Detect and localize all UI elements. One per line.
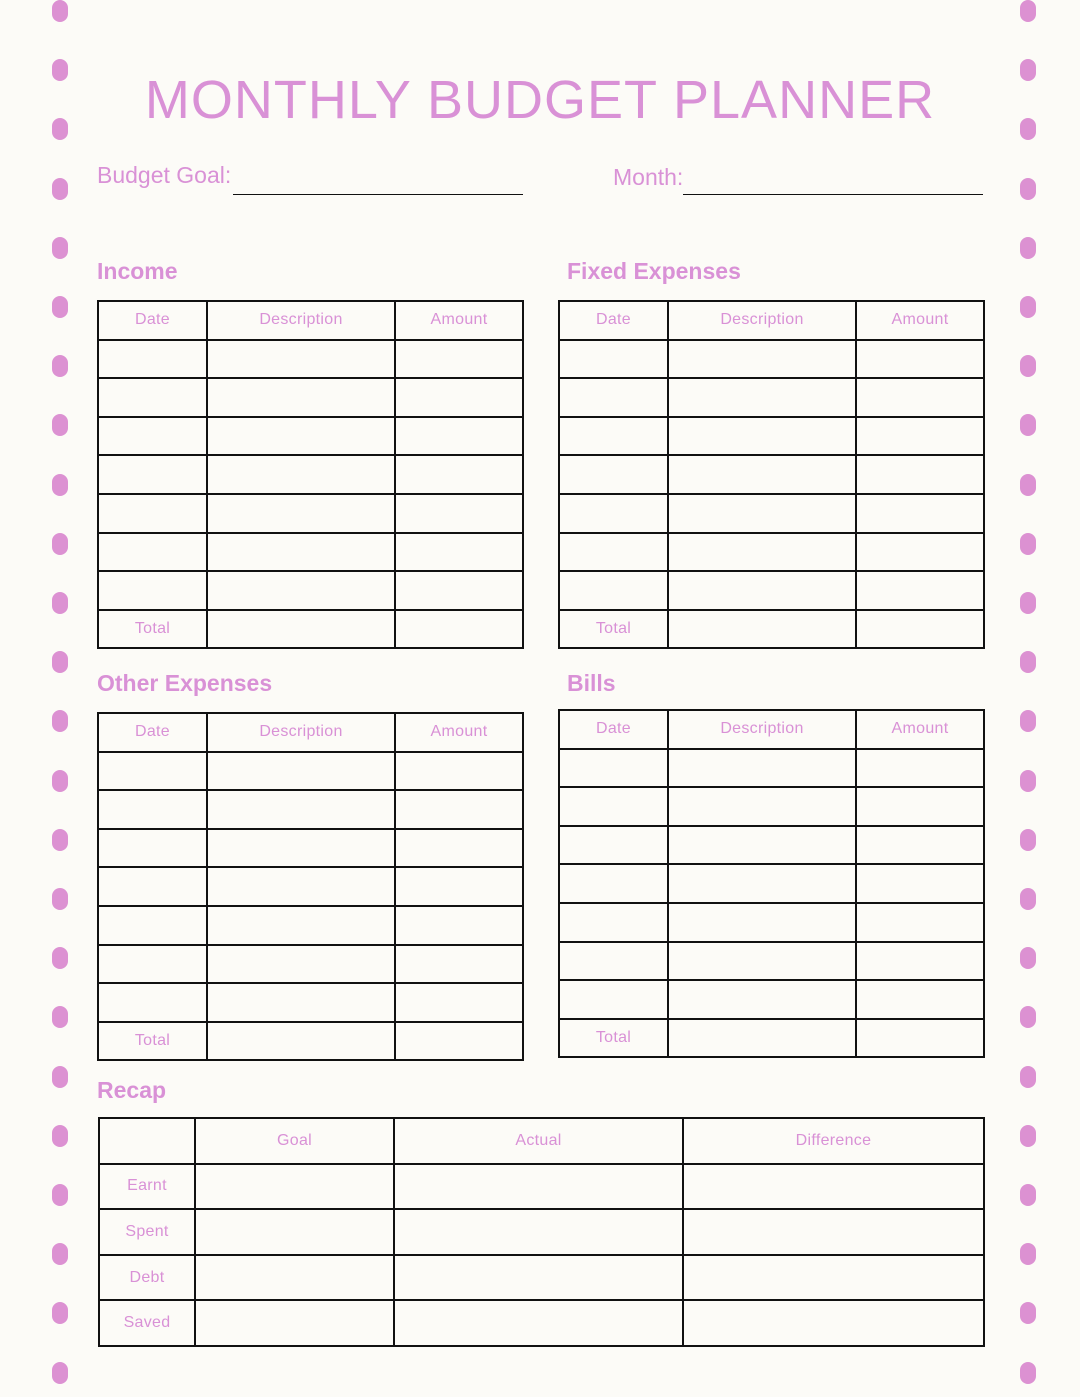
binder-hole <box>52 1362 68 1384</box>
recap-difference-cell[interactable] <box>683 1209 984 1255</box>
entry-cell[interactable] <box>98 867 207 906</box>
recap-row-label: Debt <box>99 1255 195 1301</box>
entry-cell[interactable] <box>668 864 856 903</box>
budget-goal-label: Budget Goal: <box>97 162 232 188</box>
binder-hole <box>1020 237 1036 259</box>
column-header-amount: Amount <box>856 710 984 749</box>
recap-goal-cell[interactable] <box>195 1209 394 1255</box>
recap-goal-cell[interactable] <box>195 1300 394 1346</box>
binder-holes-left <box>52 0 68 1397</box>
table-row <box>559 942 984 981</box>
binder-hole <box>1020 1066 1036 1088</box>
entry-cell[interactable] <box>395 752 523 791</box>
entry-cell[interactable] <box>98 945 207 984</box>
entry-cell[interactable] <box>559 494 668 533</box>
binder-hole <box>1020 474 1036 496</box>
bills-title: Bills <box>567 670 616 696</box>
total-description-cell[interactable] <box>668 610 856 649</box>
table-row <box>98 945 523 984</box>
entry-cell[interactable] <box>668 455 856 494</box>
table-row <box>559 826 984 865</box>
binder-hole <box>52 237 68 259</box>
total-amount-cell[interactable] <box>395 1022 523 1061</box>
column-header-blank <box>99 1118 195 1164</box>
column-header-actual: Actual <box>394 1118 683 1164</box>
entry-cell[interactable] <box>98 790 207 829</box>
table-row <box>98 829 523 868</box>
entry-cell[interactable] <box>856 340 984 379</box>
entry-cell[interactable] <box>98 378 207 417</box>
entry-cell[interactable] <box>207 752 395 791</box>
table-row <box>559 980 984 1019</box>
header-row <box>99 1118 984 1164</box>
total-row <box>559 610 984 649</box>
binder-hole <box>52 1066 68 1088</box>
entry-cell[interactable] <box>207 455 395 494</box>
entry-cell[interactable] <box>207 378 395 417</box>
entry-cell[interactable] <box>395 533 523 572</box>
entry-cell[interactable] <box>856 417 984 456</box>
total-row <box>559 1019 984 1058</box>
entry-cell[interactable] <box>207 983 395 1022</box>
recap-row <box>99 1300 984 1346</box>
recap-difference-cell[interactable] <box>683 1300 984 1346</box>
entry-cell[interactable] <box>856 942 984 981</box>
entry-cell[interactable] <box>856 455 984 494</box>
recap-actual-cell[interactable] <box>394 1164 683 1210</box>
binder-hole <box>52 0 68 22</box>
entry-cell[interactable] <box>207 829 395 868</box>
entry-cell[interactable] <box>207 945 395 984</box>
entry-cell[interactable] <box>559 455 668 494</box>
column-header-difference: Difference <box>683 1118 984 1164</box>
entry-cell[interactable] <box>395 455 523 494</box>
binder-hole <box>52 1302 68 1324</box>
month-field[interactable] <box>683 194 983 195</box>
entry-cell[interactable] <box>207 533 395 572</box>
entry-cell[interactable] <box>207 417 395 456</box>
entry-cell[interactable] <box>668 980 856 1019</box>
recap-row <box>99 1255 984 1301</box>
entry-cell[interactable] <box>559 340 668 379</box>
binder-hole <box>1020 1362 1036 1384</box>
entry-cell[interactable] <box>668 533 856 572</box>
recap-title: Recap <box>97 1077 167 1103</box>
entry-cell[interactable] <box>395 983 523 1022</box>
column-header-amount: Amount <box>395 301 523 340</box>
recap-difference-cell[interactable] <box>683 1255 984 1301</box>
entry-cell[interactable] <box>207 340 395 379</box>
binder-hole <box>1020 1302 1036 1324</box>
entry-cell[interactable] <box>559 864 668 903</box>
table-row <box>559 903 984 942</box>
header-row <box>559 301 984 340</box>
binder-hole <box>52 829 68 851</box>
entry-cell[interactable] <box>559 903 668 942</box>
entry-cell[interactable] <box>559 533 668 572</box>
table-row <box>98 983 523 1022</box>
table-row <box>98 533 523 572</box>
entry-cell[interactable] <box>395 867 523 906</box>
column-header-goal: Goal <box>195 1118 394 1164</box>
fixed-expenses-table <box>558 300 985 649</box>
entry-cell[interactable] <box>856 787 984 826</box>
binder-hole <box>52 533 68 555</box>
entry-cell[interactable] <box>668 378 856 417</box>
binder-hole <box>1020 533 1036 555</box>
entry-cell[interactable] <box>856 494 984 533</box>
table-row <box>559 455 984 494</box>
binder-hole <box>1020 296 1036 318</box>
total-row <box>98 610 523 649</box>
table-row <box>559 340 984 379</box>
recap-goal-cell[interactable] <box>195 1255 394 1301</box>
entry-cell[interactable] <box>856 378 984 417</box>
entry-cell[interactable] <box>668 571 856 610</box>
binder-hole <box>1020 651 1036 673</box>
total-label: Total <box>559 610 668 649</box>
other-expenses-table <box>97 712 524 1061</box>
binder-hole <box>1020 414 1036 436</box>
column-header-description: Description <box>668 301 856 340</box>
binder-hole <box>1020 1125 1036 1147</box>
entry-cell[interactable] <box>856 749 984 788</box>
header-row <box>98 301 523 340</box>
entry-cell[interactable] <box>668 903 856 942</box>
entry-cell[interactable] <box>668 340 856 379</box>
binder-hole <box>1020 1006 1036 1028</box>
entry-cell[interactable] <box>98 533 207 572</box>
total-row <box>98 1022 523 1061</box>
entry-cell[interactable] <box>98 417 207 456</box>
entry-cell[interactable] <box>98 906 207 945</box>
column-header-description: Description <box>207 713 395 752</box>
entry-cell[interactable] <box>395 945 523 984</box>
entry-cell[interactable] <box>559 417 668 456</box>
entry-cell[interactable] <box>559 942 668 981</box>
entry-cell[interactable] <box>559 378 668 417</box>
entry-cell[interactable] <box>395 378 523 417</box>
recap-row-label: Saved <box>99 1300 195 1346</box>
column-header-description: Description <box>207 301 395 340</box>
budget-goal-field[interactable] <box>233 194 523 195</box>
header-row <box>559 710 984 749</box>
total-amount-cell[interactable] <box>395 610 523 649</box>
binder-hole <box>52 1184 68 1206</box>
binder-hole <box>52 651 68 673</box>
income-title: Income <box>97 258 178 284</box>
binder-hole <box>1020 947 1036 969</box>
column-header-date: Date <box>559 301 668 340</box>
entry-cell[interactable] <box>395 790 523 829</box>
total-label: Total <box>98 610 207 649</box>
table-row <box>98 906 523 945</box>
entry-cell[interactable] <box>207 790 395 829</box>
recap-difference-cell[interactable] <box>683 1164 984 1210</box>
binder-hole <box>1020 178 1036 200</box>
entry-cell[interactable] <box>207 494 395 533</box>
table-row <box>559 378 984 417</box>
recap-actual-cell[interactable] <box>394 1255 683 1301</box>
binder-hole <box>52 1125 68 1147</box>
entry-cell[interactable] <box>98 983 207 1022</box>
binder-hole <box>1020 0 1036 22</box>
table-row <box>559 864 984 903</box>
table-row <box>559 417 984 456</box>
entry-cell[interactable] <box>668 749 856 788</box>
binder-hole <box>52 592 68 614</box>
entry-cell[interactable] <box>395 340 523 379</box>
month-label: Month: <box>613 164 684 190</box>
entry-cell[interactable] <box>207 571 395 610</box>
entry-cell[interactable] <box>207 867 395 906</box>
binder-hole <box>52 296 68 318</box>
entry-cell[interactable] <box>668 826 856 865</box>
entry-cell[interactable] <box>668 494 856 533</box>
column-header-amount: Amount <box>395 713 523 752</box>
binder-hole <box>1020 592 1036 614</box>
table-row <box>559 494 984 533</box>
entry-cell[interactable] <box>98 571 207 610</box>
binder-hole <box>1020 829 1036 851</box>
entry-cell[interactable] <box>856 826 984 865</box>
column-header-date: Date <box>98 301 207 340</box>
table-row <box>559 787 984 826</box>
table-row <box>98 867 523 906</box>
total-description-cell[interactable] <box>668 1019 856 1058</box>
entry-cell[interactable] <box>856 533 984 572</box>
binder-hole <box>52 178 68 200</box>
entry-cell[interactable] <box>98 829 207 868</box>
recap-row-label: Earnt <box>99 1164 195 1210</box>
entry-cell[interactable] <box>559 787 668 826</box>
binder-hole <box>52 888 68 910</box>
entry-cell[interactable] <box>856 571 984 610</box>
entry-cell[interactable] <box>395 571 523 610</box>
total-description-cell[interactable] <box>207 610 395 649</box>
entry-cell[interactable] <box>856 980 984 1019</box>
entry-cell[interactable] <box>98 340 207 379</box>
entry-cell[interactable] <box>98 455 207 494</box>
entry-cell[interactable] <box>668 942 856 981</box>
recap-row-label: Spent <box>99 1209 195 1255</box>
bills-table <box>558 709 985 1058</box>
recap-row <box>99 1164 984 1210</box>
binder-hole <box>52 947 68 969</box>
table-row <box>98 752 523 791</box>
entry-cell[interactable] <box>856 864 984 903</box>
column-header-date: Date <box>559 710 668 749</box>
other-expenses-title: Other Expenses <box>97 670 273 696</box>
entry-cell[interactable] <box>559 826 668 865</box>
entry-cell[interactable] <box>668 787 856 826</box>
entry-cell[interactable] <box>559 980 668 1019</box>
table-row <box>98 571 523 610</box>
recap-actual-cell[interactable] <box>394 1209 683 1255</box>
table-row <box>559 749 984 788</box>
entry-cell[interactable] <box>559 571 668 610</box>
table-row <box>559 533 984 572</box>
binder-holes-right <box>1020 0 1036 1397</box>
binder-hole <box>1020 355 1036 377</box>
income-table <box>97 300 524 649</box>
binder-hole <box>1020 888 1036 910</box>
table-row <box>98 378 523 417</box>
binder-hole <box>52 474 68 496</box>
total-description-cell[interactable] <box>207 1022 395 1061</box>
column-header-description: Description <box>668 710 856 749</box>
entry-cell[interactable] <box>559 749 668 788</box>
binder-hole <box>1020 710 1036 732</box>
total-amount-cell[interactable] <box>856 1019 984 1058</box>
binder-hole <box>52 770 68 792</box>
entry-cell[interactable] <box>395 829 523 868</box>
entry-cell[interactable] <box>668 417 856 456</box>
entry-cell[interactable] <box>395 494 523 533</box>
total-label: Total <box>559 1019 668 1058</box>
table-row <box>559 571 984 610</box>
recap-actual-cell[interactable] <box>394 1300 683 1346</box>
total-amount-cell[interactable] <box>856 610 984 649</box>
entry-cell[interactable] <box>395 417 523 456</box>
header-row <box>98 713 523 752</box>
binder-hole <box>1020 1184 1036 1206</box>
total-label: Total <box>98 1022 207 1061</box>
entry-cell[interactable] <box>98 494 207 533</box>
page-title: MONTHLY BUDGET PLANNER <box>144 70 936 130</box>
binder-hole <box>1020 770 1036 792</box>
recap-row <box>99 1209 984 1255</box>
column-header-amount: Amount <box>856 301 984 340</box>
entry-cell[interactable] <box>98 752 207 791</box>
entry-cell[interactable] <box>856 903 984 942</box>
entry-cell[interactable] <box>207 906 395 945</box>
column-header-date: Date <box>98 713 207 752</box>
table-row <box>98 494 523 533</box>
recap-goal-cell[interactable] <box>195 1164 394 1210</box>
table-row <box>98 790 523 829</box>
table-row <box>98 340 523 379</box>
table-row <box>98 417 523 456</box>
fixed-expenses-title: Fixed Expenses <box>567 258 741 284</box>
binder-hole <box>52 1243 68 1265</box>
binder-hole <box>52 1006 68 1028</box>
binder-hole <box>52 355 68 377</box>
table-row <box>98 455 523 494</box>
binder-hole <box>52 414 68 436</box>
recap-table <box>98 1117 985 1347</box>
entry-cell[interactable] <box>395 906 523 945</box>
binder-hole <box>52 710 68 732</box>
binder-hole <box>1020 1243 1036 1265</box>
